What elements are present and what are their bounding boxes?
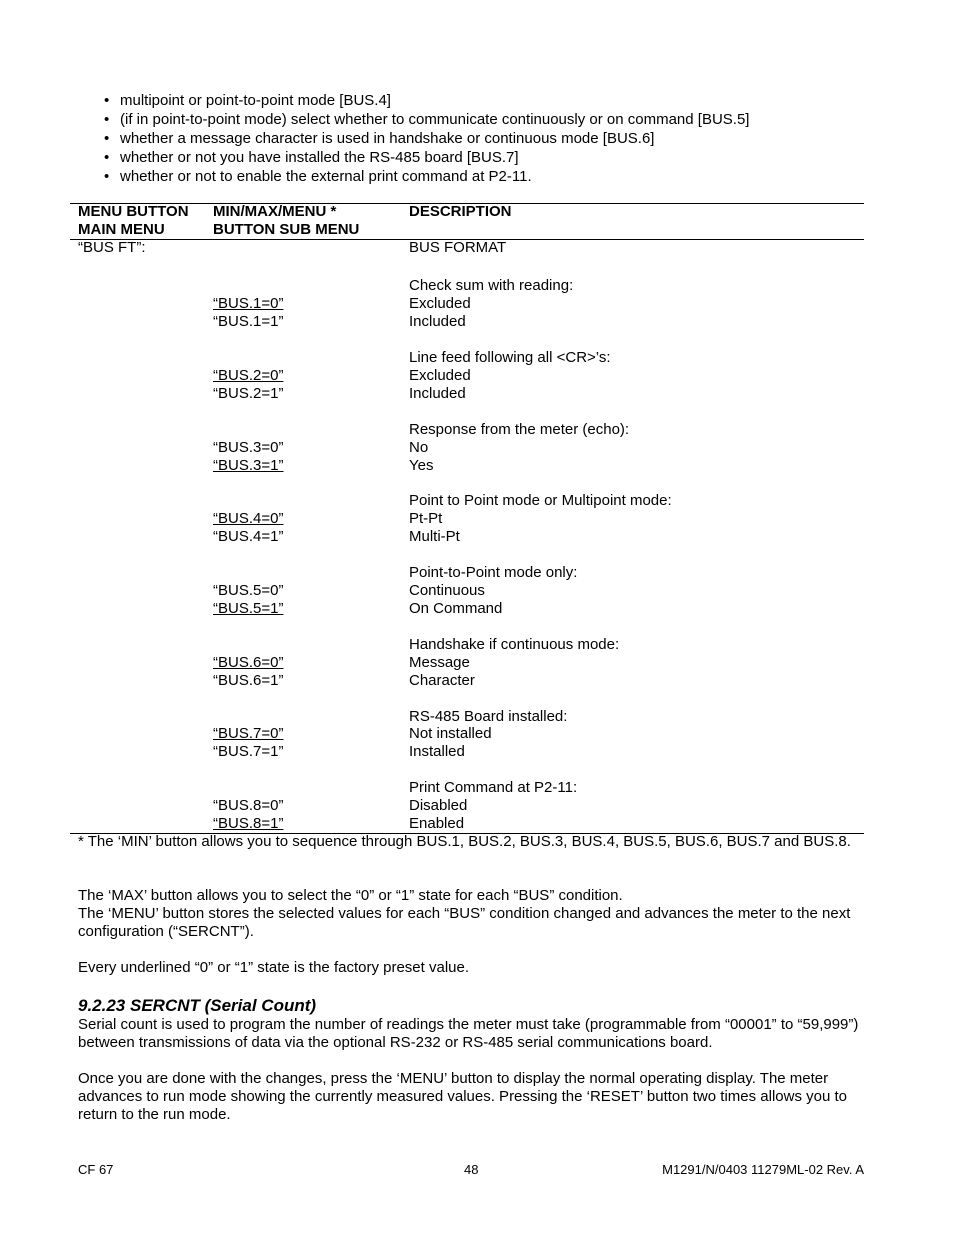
bullet-item: • whether or not you have installed the RS-485 board [BUS.7] (104, 148, 749, 167)
header-text: BUTTON SUB MENU (213, 221, 360, 238)
bullet-list (104, 91, 749, 186)
underline-note: Every underlined “0” or “1” state is the factory preset value. (78, 959, 470, 976)
option-desc: No (409, 439, 429, 456)
footer-page-number: 48 (464, 1162, 479, 1177)
menu-note: The ‘MENU’ button stores the selected values for each “BUS” condition changed and advances the meter to the next configuration (“SERCNT”). (78, 905, 851, 940)
option-desc: Message (409, 654, 470, 671)
footer-left: CF 67 (78, 1162, 114, 1177)
format-label: BUS FORMAT (409, 239, 507, 256)
option-desc: Excluded (409, 367, 471, 384)
option-desc: Enabled (409, 815, 465, 832)
footer-right: M1291/N/0403 11279ML-02 Rev. A (662, 1162, 864, 1177)
option-cell: “BUS.3=0” (213, 439, 284, 456)
option-cell: “BUS.6=1” (213, 672, 284, 689)
group-title: Response from the meter (echo): (409, 421, 630, 438)
option-desc: Multi-Pt (409, 528, 460, 545)
option-cell: “BUS.2=0” (213, 367, 284, 384)
option-cell: “BUS.5=0” (213, 582, 284, 599)
section-heading: 9.2.23 SERCNT (Serial Count) (78, 996, 317, 1015)
group-title: Line feed following all <CR>’s: (409, 349, 611, 366)
option-cell: “BUS.8=1” (213, 815, 284, 832)
header-text: MENU BUTTON (78, 203, 189, 220)
group-title: Handshake if continuous mode: (409, 636, 620, 653)
bullet-item: • multipoint or point-to-point mode [BUS.4] (104, 91, 749, 110)
group-title: Print Command at P2-11: (409, 779, 578, 796)
option-desc: Included (409, 313, 466, 330)
footnote: * The ‘MIN’ button allows you to sequence through BUS.1, BUS.2, BUS.3, BUS.4, BUS.5, BUS.6, BUS.7 and BUS.8. (78, 833, 851, 850)
option-cell: “BUS.8=0” (213, 797, 284, 814)
option-cell: “BUS.2=1” (213, 385, 284, 402)
header-text: MAIN MENU (78, 221, 165, 238)
option-desc: Pt-Pt (409, 510, 443, 527)
option-desc: Yes (409, 457, 434, 474)
option-cell: “BUS.6=0” (213, 654, 284, 671)
option-cell: “BUS.1=1” (213, 313, 284, 330)
bullet-item: • (if in point-to-point mode) select whether to communicate continuously or on command [BUS.5] (104, 110, 749, 129)
bullet-item: • whether a message character is used in handshake or continuous mode [BUS.6] (104, 129, 749, 148)
option-cell: “BUS.7=0” (213, 725, 284, 742)
option-desc: Included (409, 385, 466, 402)
option-desc: Character (409, 672, 475, 689)
option-desc: Not installed (409, 725, 492, 742)
option-cell: “BUS.4=0” (213, 510, 284, 527)
option-cell: “BUS.3=1” (213, 457, 284, 474)
group-title: RS-485 Board installed: (409, 708, 568, 725)
max-note: The ‘MAX’ button allows you to select the “0” or “1” state for each “BUS” condition. (78, 887, 623, 904)
group-title: Point to Point mode or Multipoint mode: (409, 492, 672, 509)
header-text: MIN/MAX/MENU * (213, 203, 337, 220)
section-paragraph: Once you are done with the changes, press the ‘MENU’ button to display the normal operating display. The meter advances to run mode showing the currently measured values. Pressing the ‘RESET’ button two times allows you to return to the run mode. (78, 1070, 847, 1123)
group-title: Point-to-Point mode only: (409, 564, 578, 581)
option-desc: Excluded (409, 295, 471, 312)
section-paragraph: Serial count is used to program the number of readings the meter must take (programmable from “00001” to “59,999”) between transmissions of data via the optional RS-232 or RS-485 serial communications board. (78, 1016, 859, 1051)
header-sub-menu (213, 203, 359, 239)
option-desc: On Command (409, 600, 503, 617)
header-description: DESCRIPTION (409, 203, 512, 220)
option-cell: “BUS.7=1” (213, 743, 284, 760)
header-menu-button (78, 203, 189, 239)
option-cell: “BUS.5=1” (213, 600, 284, 617)
option-desc: Installed (409, 743, 465, 760)
group-title: Check sum with reading: (409, 277, 574, 294)
main-menu-cell: “BUS FT”: (78, 239, 146, 256)
option-cell: “BUS.4=1” (213, 528, 284, 545)
option-desc: Disabled (409, 797, 468, 814)
option-desc: Continuous (409, 582, 485, 599)
bullet-item: • whether or not to enable the external print command at P2-11. (104, 167, 749, 186)
option-cell: “BUS.1=0” (213, 295, 284, 312)
